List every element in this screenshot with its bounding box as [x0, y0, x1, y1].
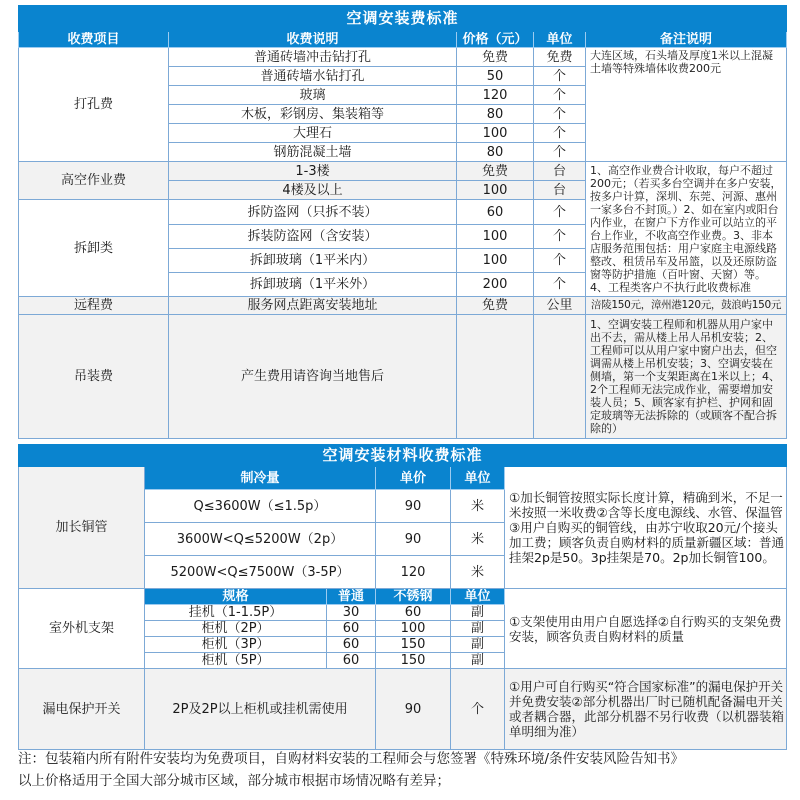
row-spec: 挂机（1-1.5P） [145, 605, 327, 621]
copper-note: ①加长铜管按照实际长度计算，精确到米，不足一米按照一米收费②含等长度电源线、水管、保温管③用户自购买的铜管线，由苏宁收取20元/个接头加工费；顾客负责自购材料的质量新疆区域：普通挂架2p是50。3p挂架是70。2p加长铜管100。 [505, 467, 787, 589]
bracket-note: ①支架使用由用户自愿选择②自行购买的支架免费安装，顾客负责自购材料的质量 [505, 589, 787, 669]
row-price: 90 [376, 490, 451, 523]
header-spec: 规格 [145, 589, 327, 605]
row-spec: 柜机（2P） [145, 621, 327, 637]
row-price: 200 [457, 273, 534, 297]
row-normal-price: 30 [327, 605, 376, 621]
footer-line-2: 以上价格适用于全国大部分城市区域，部分城市根据市场情况略有差异； [18, 773, 450, 789]
row-price [457, 315, 534, 439]
row-desc: 拆卸玻璃（1平米内） [169, 249, 457, 273]
row-price: 120 [457, 86, 534, 105]
row-unit: 个 [534, 105, 586, 124]
row-unit: 个 [534, 86, 586, 105]
group-drilling: 打孔费 [19, 48, 169, 162]
row-cooling: 5200W<Q≤7500W（3-5P） [145, 556, 376, 589]
group-high-altitude: 高空作业费 [19, 162, 169, 200]
row-unit: 副 [451, 653, 505, 669]
breaker-desc: 2P及2P以上柜机或挂机需使用 [145, 669, 376, 750]
row-unit: 副 [451, 621, 505, 637]
row-cooling: Q≤3600W（≤1.5p） [145, 490, 376, 523]
hoisting-note: 1、空调安装工程师和机器从用户家中出不去，需从楼上吊人吊机安装；2、工程师可以从用户家中窗户出去，但空调需从楼上吊机安装；3、空调安装在侧墙，第一个支架距离在1米以上；4、2个工程师无法完成作业，需要增加安装人员；5、顾客家有护栏、护网和固定玻璃等无法拆除的（或顾客不配合拆除的） [586, 315, 787, 439]
row-unit: 副 [451, 637, 505, 653]
row-price: 100 [457, 181, 534, 200]
header-price: 价格（元） [457, 32, 534, 48]
row-unit: 台 [534, 162, 586, 181]
row-steel-price: 150 [376, 637, 451, 653]
drilling-note: 大连区域，石头墙及厚度1米以上混凝土墙等特殊墙体收费200元 [586, 48, 787, 162]
row-price: 免费 [457, 162, 534, 181]
row-steel-price: 100 [376, 621, 451, 637]
row-desc: 木板，彩钢房、集装箱等 [169, 105, 457, 124]
row-price: 100 [457, 249, 534, 273]
row-desc: 拆装防盗网（含安装） [169, 225, 457, 249]
footer-line-1: 注：包装箱内所有附件安装均为免费项目，自购材料安装的工程师会与您签署《特殊环境/条件安装风险告知书》 [18, 751, 685, 767]
header-normal: 普通 [327, 589, 376, 605]
material-fee-table [18, 444, 787, 750]
row-unit: 个 [534, 124, 586, 143]
group-leakage-breaker: 漏电保护开关 [19, 669, 145, 750]
row-steel-price: 150 [376, 653, 451, 669]
row-unit: 个 [534, 67, 586, 86]
distance-note: 涪陵150元，漳州港120元，鼓浪屿150元 [586, 297, 787, 315]
row-desc: 大理石 [169, 124, 457, 143]
header-cooling: 制冷量 [145, 467, 376, 490]
row-desc: 4楼及以上 [169, 181, 457, 200]
shared-note: 1、高空作业费合计收取，每户不超过200元；（若买多台空调并在多户安装，按多户计算，深圳、东莞、河源、惠州一家多台不封顶。）2、如在室内或阳台内作业，在窗户下方作业可以站立的平台上作业，不收高空作业费。3、非本店服务范围包括：用户家庭主电源线路整改、租赁吊车及吊篮，以及还原防盗窗等防护措施（百叶窗、天窗）等。4、工程类客户不执行此收费标准 [586, 162, 787, 297]
group-outdoor-bracket: 室外机支架 [19, 589, 145, 669]
header-desc: 收费说明 [169, 32, 457, 48]
header-unit: 单位 [451, 467, 505, 490]
header-unit-price: 单价 [376, 467, 451, 490]
group-copper-pipe: 加长铜管 [19, 467, 145, 589]
install-table-title: 空调安装费标准 [19, 6, 787, 32]
row-price: 免费 [457, 48, 534, 67]
breaker-unit: 个 [451, 669, 505, 750]
group-distance: 远程费 [19, 297, 169, 315]
row-cooling: 3600W<Q≤5200W（2p） [145, 523, 376, 556]
row-unit: 个 [534, 200, 586, 225]
row-desc: 钢筋混凝土墙 [169, 143, 457, 162]
row-desc: 拆防盗网（只拆不装） [169, 200, 457, 225]
row-price: 80 [457, 105, 534, 124]
row-price: 100 [457, 225, 534, 249]
row-unit: 台 [534, 181, 586, 200]
row-unit [534, 315, 586, 439]
breaker-note: ①用户可自行购买“符合国家标准”的漏电保护开关并免费安装②部分机器出厂时已随机配备漏电开关或者耦合器，此部分机器不另行收费（以机器装箱单明细为准） [505, 669, 787, 750]
row-normal-price: 60 [327, 653, 376, 669]
row-unit: 个 [534, 225, 586, 249]
row-desc: 拆卸玻璃（1平米外） [169, 273, 457, 297]
row-unit: 个 [534, 273, 586, 297]
row-normal-price: 60 [327, 637, 376, 653]
header-remark: 备注说明 [586, 32, 787, 48]
row-price: 免费 [457, 297, 534, 315]
header-stainless: 不锈钢 [376, 589, 451, 605]
row-unit: 免费 [534, 48, 586, 67]
row-desc: 玻璃 [169, 86, 457, 105]
row-price: 120 [376, 556, 451, 589]
row-price: 60 [457, 200, 534, 225]
row-unit: 米 [451, 523, 505, 556]
breaker-price: 90 [376, 669, 451, 750]
material-table-title: 空调安装材料收费标准 [19, 445, 787, 467]
row-desc: 1-3楼 [169, 162, 457, 181]
row-price: 100 [457, 124, 534, 143]
row-unit: 米 [451, 556, 505, 589]
footer-notes [18, 748, 684, 792]
row-desc: 普通砖墙冲击钻打孔 [169, 48, 457, 67]
row-normal-price: 60 [327, 621, 376, 637]
group-hoisting: 吊装费 [19, 315, 169, 439]
header-unit: 单位 [534, 32, 586, 48]
install-fee-table [18, 5, 787, 439]
row-price: 80 [457, 143, 534, 162]
row-spec: 柜机（5P） [145, 653, 327, 669]
row-price: 90 [376, 523, 451, 556]
row-steel-price: 60 [376, 605, 451, 621]
row-unit: 公里 [534, 297, 586, 315]
group-removal: 拆卸类 [19, 200, 169, 297]
row-desc: 服务网点距离安装地址 [169, 297, 457, 315]
row-desc: 普通砖墙水钻打孔 [169, 67, 457, 86]
row-unit: 副 [451, 605, 505, 621]
row-unit: 个 [534, 249, 586, 273]
row-desc: 产生费用请咨询当地售后 [169, 315, 457, 439]
row-spec: 柜机（3P） [145, 637, 327, 653]
row-unit: 个 [534, 143, 586, 162]
row-price: 50 [457, 67, 534, 86]
row-unit: 米 [451, 490, 505, 523]
header-unit: 单位 [451, 589, 505, 605]
header-item: 收费项目 [19, 32, 169, 48]
